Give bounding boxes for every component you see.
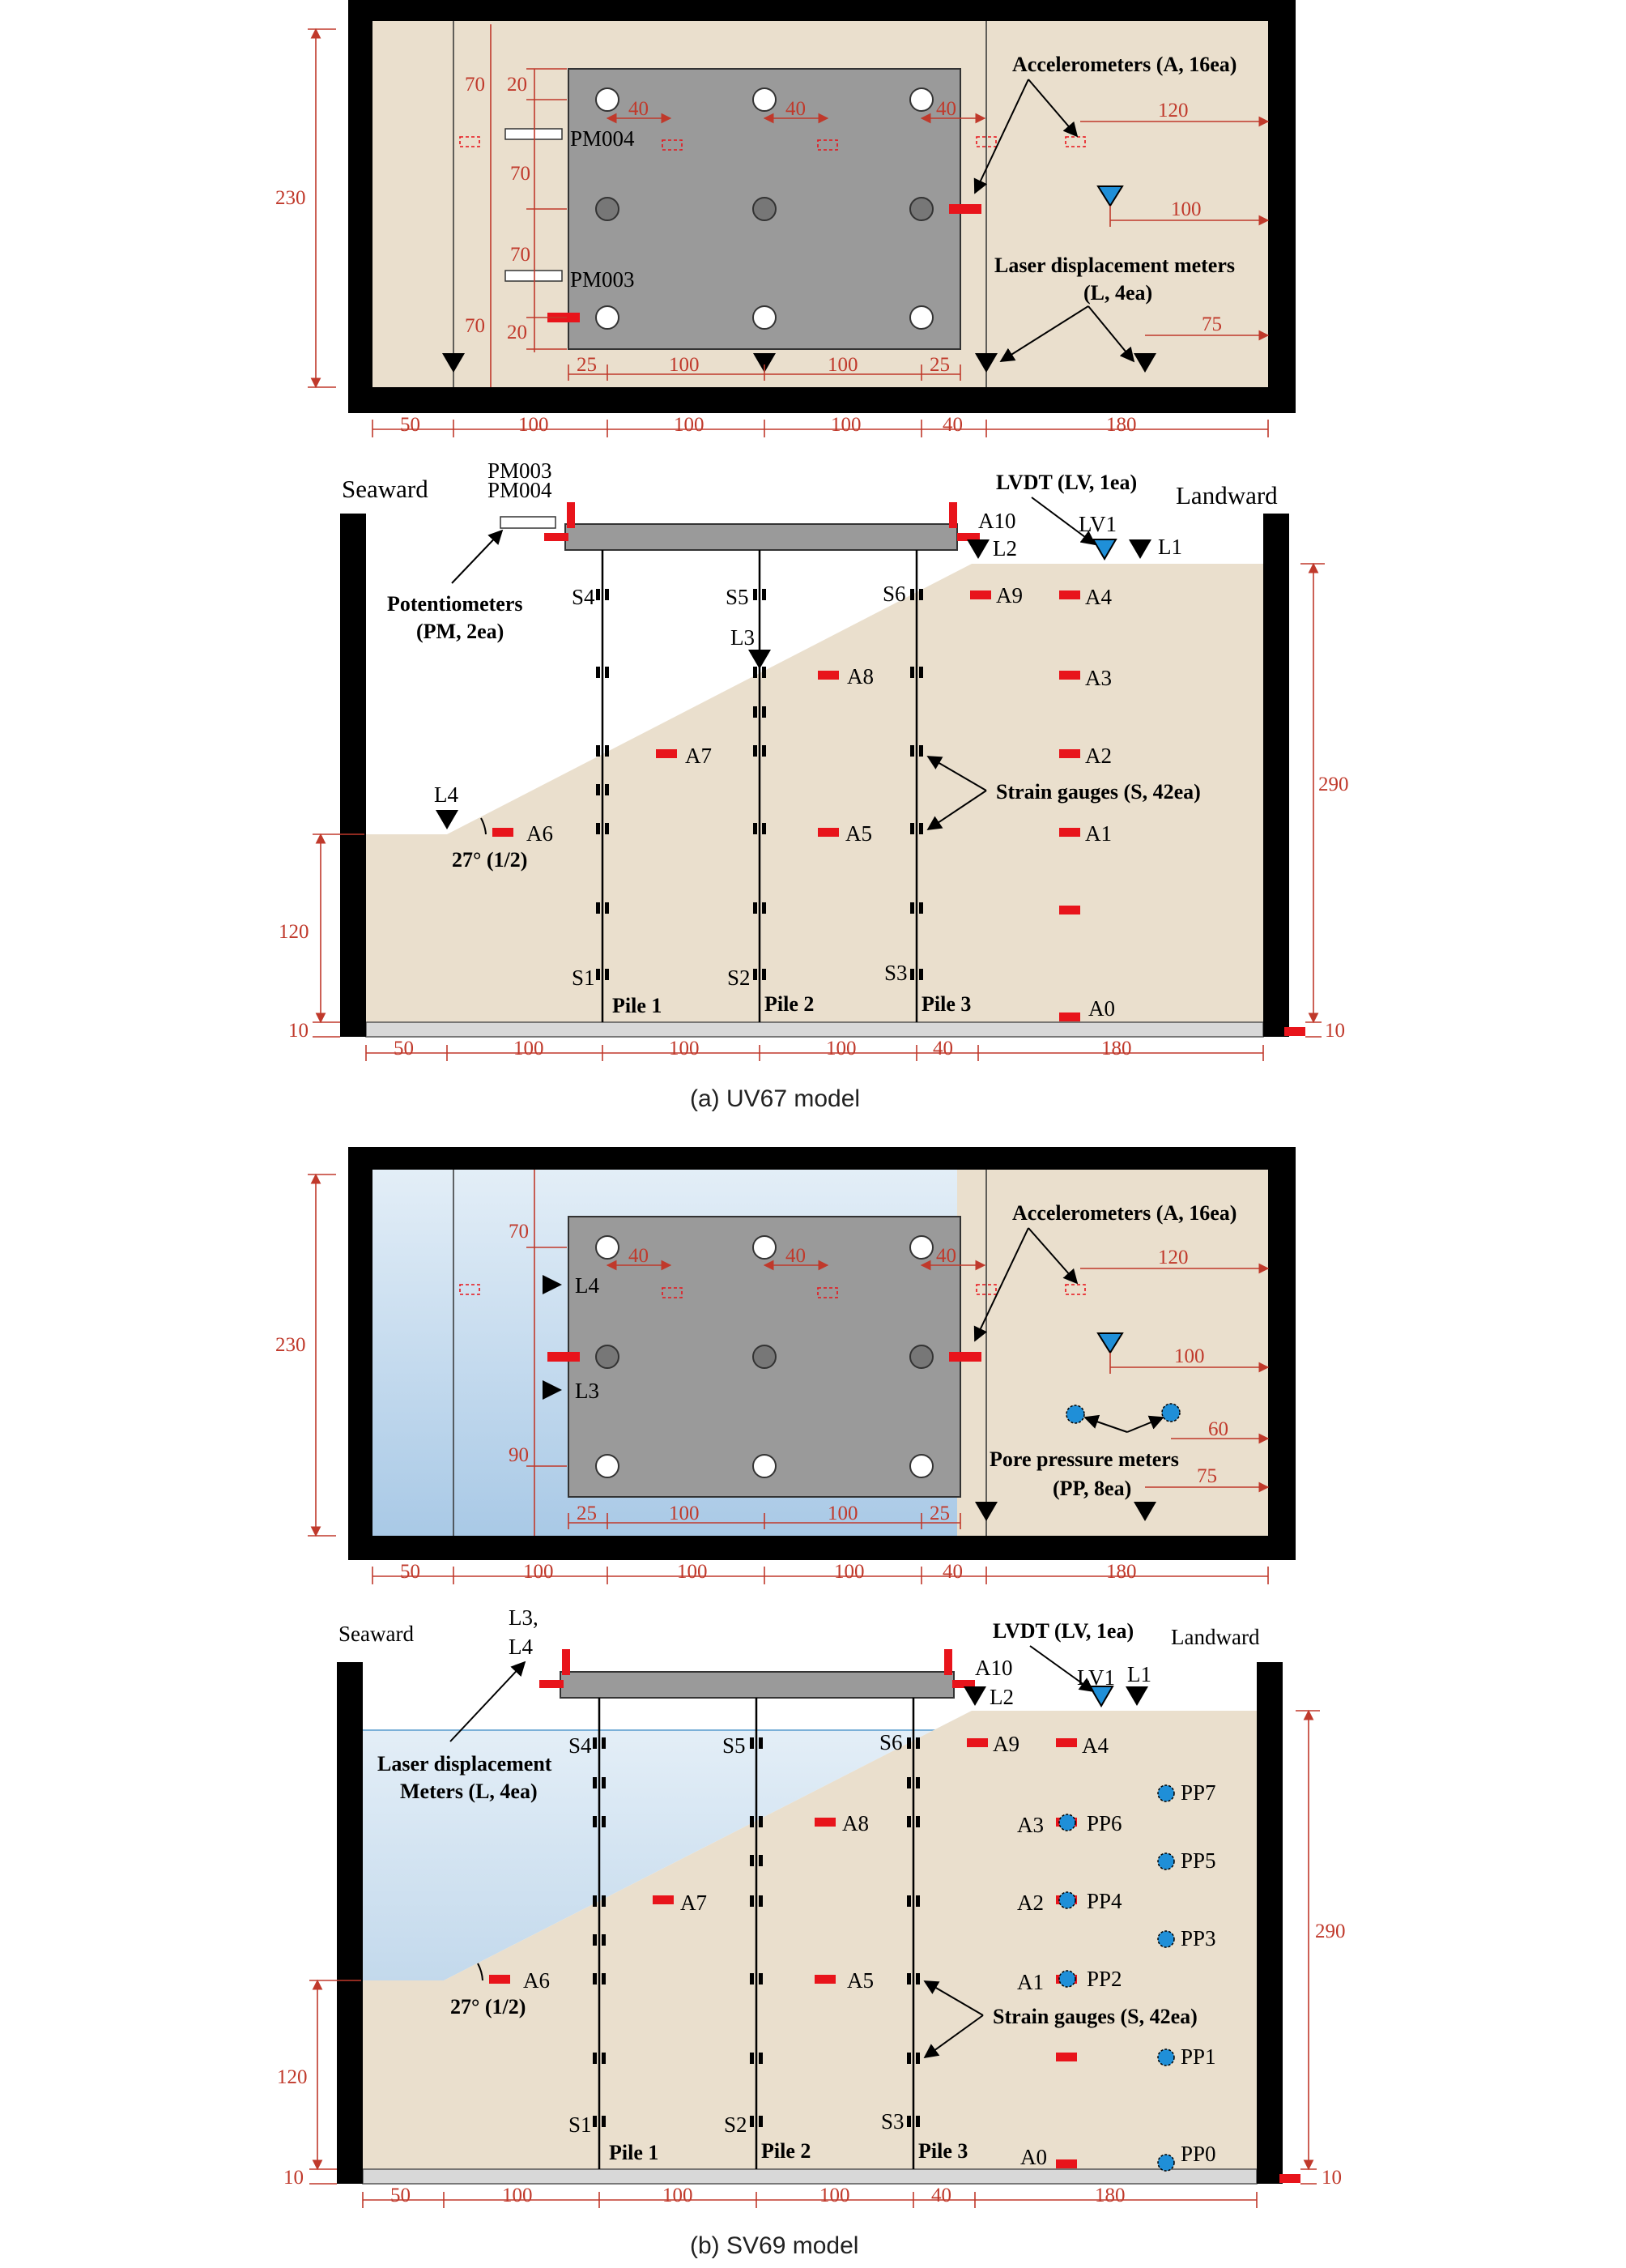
label-text: Pile 1 xyxy=(609,2141,659,2164)
label-text: A4 xyxy=(1085,585,1112,609)
label-text: (PP, 8ea) xyxy=(1053,1477,1132,1500)
dim-label: 100 xyxy=(523,1561,554,1583)
dim-label: 70 xyxy=(509,1221,529,1243)
label-text: A6 xyxy=(526,821,553,846)
label-text: L3 xyxy=(575,1379,599,1403)
label-text: A3 xyxy=(1017,1813,1044,1837)
label-text: A0 xyxy=(1020,2145,1047,2169)
label-text: A10 xyxy=(978,509,1016,533)
label-text: PP2 xyxy=(1087,1967,1122,1991)
a-top-view xyxy=(275,0,1296,437)
label-text: Pile 3 xyxy=(922,992,972,1016)
dim-label: 70 xyxy=(465,74,485,96)
b-top-view xyxy=(275,1147,1296,1584)
a-landward: Landward xyxy=(1176,481,1278,509)
label-text: A9 xyxy=(996,583,1023,608)
dim-label: 10 xyxy=(1325,1020,1345,1042)
dim-label: 90 xyxy=(509,1444,529,1466)
dim-label: 40 xyxy=(628,98,649,120)
label-text: L4 xyxy=(434,782,458,807)
label-text: PP6 xyxy=(1087,1811,1122,1835)
a-acc-label: Accelerometers (A, 16ea) xyxy=(1012,53,1237,76)
label-text: PP1 xyxy=(1181,2044,1216,2069)
pm004-label: PM004 xyxy=(570,126,635,151)
label-text: PP5 xyxy=(1181,1848,1216,1873)
pm003-label: PM003 xyxy=(570,267,635,292)
a-pm004-top: PM004 xyxy=(487,478,552,502)
dim-label: 70 xyxy=(510,163,530,185)
b-lvdt-label: LVDT (LV, 1ea) xyxy=(993,1619,1134,1643)
dim-label: 70 xyxy=(510,244,530,266)
dim-label: 25 xyxy=(577,354,597,376)
label-text: A8 xyxy=(847,664,874,688)
label-text: (PM, 2ea) xyxy=(416,620,504,643)
label-text: L1 xyxy=(1158,535,1182,559)
dim-label: 70 xyxy=(465,315,485,337)
dim-label: 50 xyxy=(390,2185,411,2206)
dim-label: 25 xyxy=(930,354,950,376)
label-text: A7 xyxy=(680,1891,707,1915)
label-text: Pile 2 xyxy=(761,2139,811,2163)
a-side-view xyxy=(279,458,1349,1061)
dim-label: 50 xyxy=(400,1561,420,1583)
dim-label: 100 xyxy=(669,1038,700,1059)
label-text: Potentiometers xyxy=(387,592,523,616)
dim-label: 40 xyxy=(943,414,963,436)
label-text: A1 xyxy=(1017,1970,1044,1994)
dim-label: 100 xyxy=(513,1038,544,1059)
dim-label: 120 xyxy=(279,921,309,943)
dim-label: 25 xyxy=(930,1503,950,1524)
b-landward: Landward xyxy=(1171,1625,1260,1649)
label-text: PP0 xyxy=(1181,2142,1216,2166)
dim-label: 100 xyxy=(828,1503,858,1524)
dim-label: 230 xyxy=(275,1334,306,1356)
label-text: A0 xyxy=(1088,996,1115,1021)
dim-label: 40 xyxy=(931,2185,951,2206)
label-text: L4 xyxy=(509,1635,533,1659)
dim-label: 100 xyxy=(518,414,549,436)
label-text: L2 xyxy=(990,1685,1014,1709)
label-text: LV1 xyxy=(1077,1665,1116,1690)
b-pp-label: Pore pressure meters xyxy=(990,1447,1179,1471)
dim-label: 100 xyxy=(819,2185,850,2206)
label-text: PP3 xyxy=(1181,1926,1216,1950)
label-text: A5 xyxy=(845,821,872,846)
dim-label: 40 xyxy=(936,98,956,120)
dim-label: 10 xyxy=(283,2167,304,2189)
label-text: Meters (L, 4ea) xyxy=(400,1780,538,1803)
dim-label: 180 xyxy=(1101,1038,1132,1059)
label-text: A2 xyxy=(1017,1891,1044,1915)
label-text: A6 xyxy=(523,1968,550,1993)
dim-label: 100 xyxy=(669,354,700,376)
dim-label: 290 xyxy=(1318,774,1349,795)
label-text: S4 xyxy=(568,1733,592,1758)
dim-label: 120 xyxy=(277,2066,308,2088)
label-text: S1 xyxy=(572,966,595,990)
caption-b: (b) SV69 model xyxy=(690,2232,859,2259)
dim-label: 100 xyxy=(502,2185,533,2206)
dim-label: 10 xyxy=(288,1020,309,1042)
caption-a: (a) UV67 model xyxy=(690,1085,861,1112)
dim-label: 100 xyxy=(828,354,858,376)
a-lvdt-label: LVDT (LV, 1ea) xyxy=(996,471,1138,494)
dim-label: 40 xyxy=(943,1561,963,1583)
label-text: L3 xyxy=(730,625,755,650)
label-text: 27° (1/2) xyxy=(450,1995,526,2019)
label-text: S6 xyxy=(883,582,906,606)
dim-label: 100 xyxy=(674,414,704,436)
label-text: S6 xyxy=(879,1730,903,1754)
dim-label: 20 xyxy=(507,74,527,96)
dim-label: 40 xyxy=(936,1245,956,1267)
dim-label: 100 xyxy=(662,2185,693,2206)
label-text: PP7 xyxy=(1181,1780,1216,1805)
dim-label: 50 xyxy=(400,414,420,436)
label-text: Pile 3 xyxy=(918,2139,968,2163)
dim-label: 40 xyxy=(628,1245,649,1267)
dim-label: 40 xyxy=(785,98,806,120)
dim-label: 180 xyxy=(1106,1561,1137,1583)
a-strain-label: Strain gauges (S, 42ea) xyxy=(996,780,1201,804)
label-text: S3 xyxy=(881,2109,905,2134)
label-text: A9 xyxy=(993,1732,1019,1756)
label-text: S4 xyxy=(572,585,595,609)
label-text: A5 xyxy=(847,1968,874,1993)
dim-label: 180 xyxy=(1095,2185,1126,2206)
dim-label: 60 xyxy=(1208,1418,1228,1440)
b-side-view xyxy=(277,1605,1346,2208)
label-text: A8 xyxy=(842,1811,869,1835)
label-text: Laser displacement xyxy=(377,1752,552,1776)
label-text: 27° (1/2) xyxy=(452,848,528,872)
dim-label: 40 xyxy=(785,1245,806,1267)
label-text: LV1 xyxy=(1079,512,1117,536)
a-pm003-top: PM003 xyxy=(487,458,552,483)
dim-label: 120 xyxy=(1158,1247,1189,1268)
label-text: PP4 xyxy=(1087,1889,1122,1913)
dim-label: 40 xyxy=(933,1038,953,1059)
label-text: A2 xyxy=(1085,744,1112,768)
label-text: S2 xyxy=(727,966,751,990)
label-text: S5 xyxy=(726,585,749,609)
label-text: S5 xyxy=(722,1733,746,1758)
dim-label: 50 xyxy=(394,1038,414,1059)
label-text: L2 xyxy=(993,536,1017,561)
a-top-dim-230: 230 xyxy=(275,187,306,209)
dim-label: 75 xyxy=(1202,313,1222,335)
b-acc-label: Accelerometers (A, 16ea) xyxy=(1012,1201,1237,1225)
label-text: Pile 1 xyxy=(612,994,662,1017)
dim-label: 100 xyxy=(1171,198,1202,220)
dim-label: 100 xyxy=(831,414,862,436)
b-seaward: Seaward xyxy=(338,1622,414,1646)
label-text: A7 xyxy=(685,744,712,768)
b-strain-label: Strain gauges (S, 42ea) xyxy=(993,2005,1198,2028)
dim-label: 180 xyxy=(1106,414,1137,436)
label-text: A4 xyxy=(1082,1733,1109,1758)
dim-label: 120 xyxy=(1158,100,1189,122)
dim-label: 20 xyxy=(507,322,527,343)
dim-label: 100 xyxy=(677,1561,708,1583)
dim-label: 100 xyxy=(1174,1345,1205,1367)
label-text: L3, xyxy=(509,1605,538,1630)
label-text: Pile 2 xyxy=(764,992,815,1016)
dim-label: 100 xyxy=(669,1503,700,1524)
label-text: A3 xyxy=(1085,666,1112,690)
dim-label: 100 xyxy=(826,1038,857,1059)
label-text: L1 xyxy=(1127,1662,1151,1686)
dim-label: 100 xyxy=(834,1561,865,1583)
dim-label: 290 xyxy=(1315,1921,1346,1942)
dim-label: 75 xyxy=(1197,1465,1217,1487)
label-text: A10 xyxy=(975,1656,1013,1680)
dim-label: 10 xyxy=(1322,2167,1342,2189)
a-laser-label: Laser displacement meters xyxy=(994,254,1236,277)
label-text: L4 xyxy=(575,1273,599,1298)
label-text: (L, 4ea) xyxy=(1083,281,1153,305)
label-text: S1 xyxy=(568,2112,592,2137)
a-seaward: Seaward xyxy=(342,475,428,503)
label-text: S3 xyxy=(884,961,908,985)
dim-label: 25 xyxy=(577,1503,597,1524)
label-text: S2 xyxy=(724,2112,747,2137)
label-text: A1 xyxy=(1085,821,1112,846)
